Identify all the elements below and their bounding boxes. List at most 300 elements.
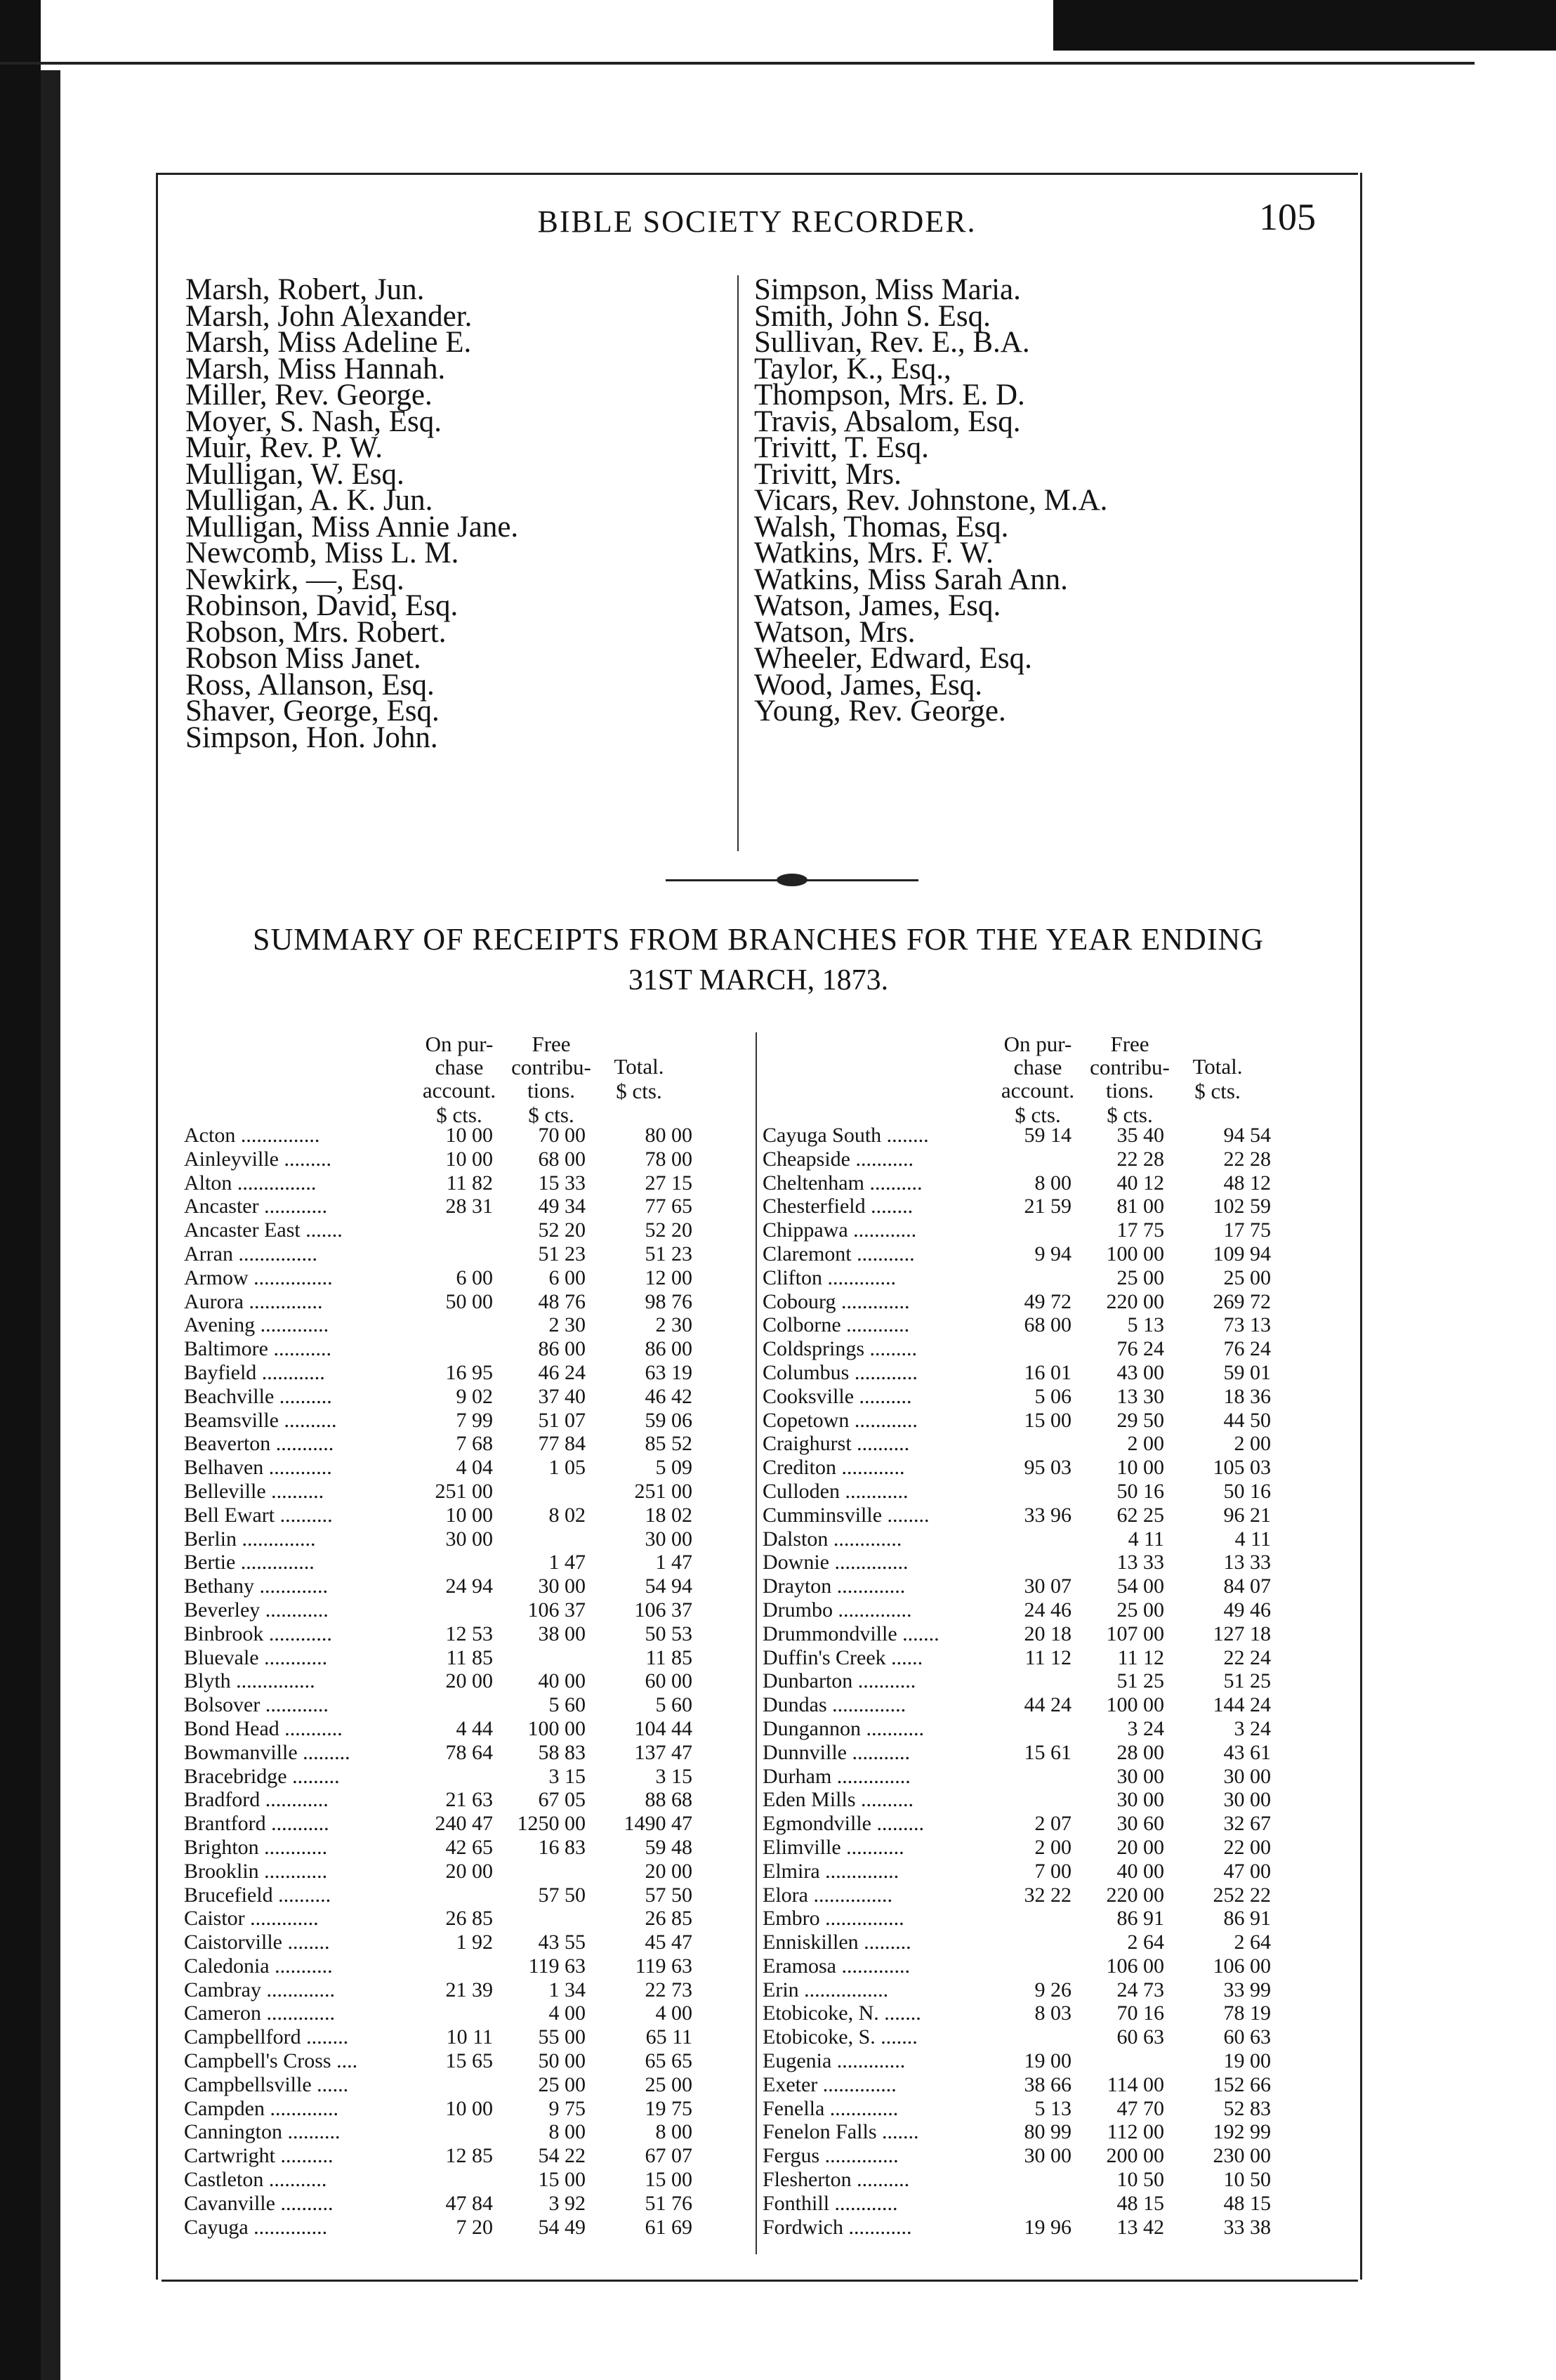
subscriber-name: Vicars, Rev. Johnstone, M.A. — [754, 484, 1108, 517]
total-amount: 1490 47 — [624, 1812, 692, 1836]
column-header-line: Total. — [614, 1054, 664, 1079]
purchase-amount: 8 03 — [1034, 2001, 1072, 2025]
total-amount: 96 21 — [1223, 1503, 1271, 1527]
branch-name: Cheltenham .......... — [763, 1171, 923, 1195]
total-amount: 67 07 — [645, 2144, 692, 2168]
table-row — [763, 1480, 1324, 1504]
table-row — [763, 1171, 1324, 1195]
free-amount: 37 40 — [538, 1384, 586, 1408]
free-amount: 16 83 — [538, 1835, 586, 1859]
total-amount: 18 02 — [645, 1503, 692, 1527]
free-amount: 58 83 — [538, 1740, 586, 1764]
free-amount: 25 00 — [1116, 1598, 1164, 1622]
branch-name: Eugenia ............. — [763, 2049, 906, 2073]
running-header — [156, 195, 1358, 244]
column-header-total — [1168, 1055, 1267, 1103]
subscriber-name: Wood, James, Esq. — [754, 668, 982, 702]
branch-name: Craighurst .......... — [763, 1432, 910, 1456]
branch-name: Bertie .............. — [184, 1551, 315, 1574]
column-header-line: account. — [422, 1078, 496, 1103]
branch-name: Campbell's Cross .... — [184, 2049, 358, 2073]
free-amount: 2 00 — [1127, 1432, 1164, 1456]
table-row — [184, 1693, 739, 1717]
purchase-amount: 20 00 — [445, 1859, 493, 1883]
free-amount: 54 49 — [538, 2215, 586, 2239]
table-row — [763, 2192, 1324, 2216]
purchase-amount: 10 11 — [446, 2025, 493, 2049]
branch-name: Fordwich ............ — [763, 2215, 912, 2239]
table-row — [763, 1717, 1324, 1741]
total-amount: 51 25 — [1223, 1669, 1271, 1693]
purchase-amount: 7 20 — [456, 2215, 493, 2239]
free-amount: 5 60 — [548, 1693, 586, 1717]
purchase-amount: 11 82 — [446, 1171, 493, 1195]
free-amount: 17 75 — [1116, 1218, 1164, 1242]
branch-name: Beaverton ........... — [184, 1432, 334, 1456]
branch-name: Columbus ............ — [763, 1360, 918, 1384]
free-amount: 11 12 — [1117, 1645, 1164, 1669]
free-amount: 200 00 — [1106, 2144, 1164, 2168]
purchase-amount: 6 00 — [456, 1265, 493, 1289]
purchase-amount: 9 26 — [1034, 1978, 1072, 2001]
column-header-line: Free — [532, 1032, 571, 1056]
free-amount: 2 30 — [548, 1313, 586, 1337]
subscriber-name: Watkins, Miss Sarah Ann. — [754, 563, 1068, 596]
subscriber-name: Sullivan, Rev. E., B.A. — [754, 326, 1030, 359]
branch-name: Caistor ............. — [184, 1907, 319, 1931]
purchase-amount: 5 13 — [1034, 2096, 1072, 2120]
purchase-amount: 26 85 — [445, 1907, 493, 1931]
summary-title: SUMMARY OF RECEIPTS FROM BRANCHES FOR THE YEAR ENDING — [252, 922, 1265, 956]
subscriber-name: Walsh, Thomas, Esq. — [754, 510, 1009, 544]
branch-name: Dalston ............. — [763, 1527, 902, 1551]
total-amount: 17 75 — [1223, 1218, 1271, 1242]
purchase-amount: 95 03 — [1024, 1456, 1072, 1480]
purchase-amount: 16 01 — [1024, 1360, 1072, 1384]
total-amount: 60 63 — [1223, 2025, 1271, 2049]
table-row — [184, 1504, 739, 1527]
total-amount: 10 50 — [1223, 2168, 1271, 2192]
table-row — [184, 1598, 739, 1622]
purchase-amount: 30 00 — [1024, 2144, 1072, 2168]
purchase-amount: 28 31 — [445, 1195, 493, 1218]
table-row — [763, 1313, 1324, 1337]
table-row — [184, 2216, 739, 2240]
table-row — [184, 1480, 739, 1504]
purchase-amount: 24 94 — [445, 1574, 493, 1598]
total-amount: 33 38 — [1223, 2215, 1271, 2239]
subscriber-name: Wheeler, Edward, Esq. — [754, 642, 1032, 675]
table-row — [763, 1788, 1324, 1812]
free-amount: 9 75 — [548, 2096, 586, 2120]
purchase-amount: 21 59 — [1024, 1195, 1072, 1218]
table-row — [184, 1954, 739, 1978]
total-amount: 57 50 — [645, 1883, 692, 1907]
purchase-amount: 240 47 — [435, 1812, 493, 1836]
subscriber-name: Marsh, Miss Hannah. — [185, 352, 446, 386]
free-amount: 55 00 — [538, 2025, 586, 2049]
branch-name: Binbrook ............ — [184, 1622, 332, 1645]
branch-name: Berlin .............. — [184, 1527, 316, 1551]
total-amount: 152 66 — [1213, 2072, 1271, 2096]
total-amount: 15 00 — [645, 2168, 692, 2192]
free-amount: 40 00 — [1116, 1859, 1164, 1883]
purchase-amount: 12 85 — [445, 2144, 493, 2168]
column-header-line: tions. — [527, 1078, 576, 1103]
table-row — [763, 1693, 1324, 1717]
purchase-amount: 15 00 — [1024, 1408, 1072, 1432]
free-amount: 25 00 — [538, 2072, 586, 2096]
table-row — [763, 2049, 1324, 2073]
table-row — [184, 1717, 739, 1741]
purchase-amount: 10 00 — [445, 1503, 493, 1527]
total-amount: 43 61 — [1223, 1740, 1271, 1764]
purchase-amount: 20 18 — [1024, 1622, 1072, 1645]
free-amount: 24 73 — [1116, 1978, 1164, 2001]
table-row — [184, 1883, 739, 1907]
free-amount: 5 13 — [1127, 1313, 1164, 1337]
column-header-line: Free — [1110, 1032, 1149, 1056]
table-row — [184, 2001, 739, 2025]
purchase-amount: 5 06 — [1034, 1384, 1072, 1408]
purchase-amount: 4 44 — [456, 1716, 493, 1740]
purchase-amount: 38 66 — [1024, 2072, 1072, 2096]
table-row — [184, 1242, 739, 1266]
table-row — [763, 1218, 1324, 1242]
purchase-amount: 59 14 — [1024, 1124, 1072, 1147]
free-amount: 15 33 — [538, 1171, 586, 1195]
total-amount: 26 85 — [645, 1907, 692, 1931]
table-row — [763, 1337, 1324, 1361]
branch-name: Elora ............... — [763, 1883, 892, 1907]
branch-name: Caledonia ........... — [184, 1954, 333, 1978]
branch-name: Bolsover ............ — [184, 1693, 329, 1717]
total-amount: 47 00 — [1223, 1859, 1271, 1883]
branch-name: Campbellford ........ — [184, 2025, 349, 2049]
purchase-amount: 78 64 — [445, 1740, 493, 1764]
column-header-line: chase — [1013, 1055, 1062, 1079]
free-amount: 25 00 — [1116, 1265, 1164, 1289]
branch-name: Brooklin ............ — [184, 1859, 328, 1883]
free-amount: 2 64 — [1127, 1931, 1164, 1954]
table-row — [184, 1574, 739, 1598]
free-amount: 67 05 — [538, 1788, 586, 1812]
purchase-amount: 30 07 — [1024, 1574, 1072, 1598]
table-row — [763, 2144, 1324, 2168]
total-amount: 44 50 — [1223, 1408, 1271, 1432]
subscriber-name: Miller, Rev. George. — [185, 379, 433, 412]
branch-name: Acton ............... — [184, 1124, 320, 1147]
free-amount: 1 47 — [548, 1551, 586, 1574]
free-amount: 15 00 — [538, 2168, 586, 2192]
branch-name: Ancaster East ....... — [184, 1218, 343, 1242]
free-amount: 220 00 — [1106, 1883, 1164, 1907]
purchase-amount: 33 96 — [1024, 1503, 1072, 1527]
free-amount: 57 50 — [538, 1883, 586, 1907]
subscriber-name: Mulligan, A. K. Jun. — [185, 484, 433, 517]
branch-name: Fenelon Falls ....... — [763, 2120, 919, 2144]
free-amount: 51 25 — [1116, 1669, 1164, 1693]
free-amount: 47 70 — [1116, 2096, 1164, 2120]
subscriber-name: Marsh, John Alexander. — [185, 299, 473, 333]
total-amount: 76 24 — [1223, 1337, 1271, 1361]
branch-name: Bond Head ........... — [184, 1716, 343, 1740]
total-amount: 4 11 — [1234, 1527, 1271, 1551]
branch-name: Drumbo .............. — [763, 1598, 912, 1622]
scan-edge-shadow — [41, 70, 60, 2380]
total-amount: 88 68 — [645, 1788, 692, 1812]
total-amount: 102 59 — [1213, 1195, 1271, 1218]
branch-name: Belleville .......... — [184, 1479, 324, 1503]
table-row — [763, 1646, 1324, 1670]
free-amount: 3 15 — [548, 1764, 586, 1788]
branch-name: Cannington .......... — [184, 2120, 341, 2144]
total-amount: 59 48 — [645, 1835, 692, 1859]
total-amount: 1 47 — [655, 1551, 692, 1574]
column-header-line: chase — [435, 1055, 484, 1079]
branch-name: Chesterfield ........ — [763, 1195, 914, 1218]
purchase-amount: 9 02 — [456, 1384, 493, 1408]
free-amount: 35 40 — [1116, 1124, 1164, 1147]
branch-name: Etobicoke, N. ....... — [763, 2001, 921, 2025]
free-amount: 76 24 — [1116, 1337, 1164, 1361]
free-amount: 100 00 — [1106, 1242, 1164, 1265]
table-row — [184, 1765, 739, 1789]
purchase-amount: 7 68 — [456, 1432, 493, 1456]
table-row — [184, 1218, 739, 1242]
free-amount: 48 15 — [1116, 2191, 1164, 2215]
branch-name: Claremont ........... — [763, 1242, 915, 1265]
branch-name: Dundas .............. — [763, 1693, 906, 1717]
table-row — [184, 2073, 739, 2097]
column-header-line: Total. — [1192, 1054, 1243, 1079]
total-amount: 25 00 — [645, 2072, 692, 2096]
branch-name: Brucefield .......... — [184, 1883, 331, 1907]
table-row — [763, 1504, 1324, 1527]
free-amount: 86 00 — [538, 1337, 586, 1361]
total-amount: 3 24 — [1234, 1716, 1271, 1740]
purchase-amount: 32 22 — [1024, 1883, 1072, 1907]
total-amount: 19 75 — [645, 2096, 692, 2120]
total-amount: 65 65 — [645, 2049, 692, 2073]
section-divider — [666, 879, 918, 881]
total-amount: 22 73 — [645, 1978, 692, 2001]
branch-name: Arran ............... — [184, 1242, 317, 1265]
branch-name: Cooksville .......... — [763, 1384, 912, 1408]
column-header-line: tions. — [1105, 1078, 1154, 1103]
table-row — [184, 1812, 739, 1836]
total-amount: 19 00 — [1223, 2049, 1271, 2073]
total-amount: 86 91 — [1223, 1907, 1271, 1931]
subscriber-name: Ross, Allanson, Esq. — [185, 668, 435, 702]
column-unit: $ cts. — [1015, 1103, 1061, 1127]
branch-name: Bethany ............. — [184, 1574, 328, 1598]
table-row — [184, 2097, 739, 2121]
branch-name: Castleton ........... — [184, 2168, 327, 2192]
total-amount: 106 37 — [634, 1598, 692, 1622]
subscriber-list-left — [185, 273, 519, 754]
total-amount: 59 06 — [645, 1408, 692, 1432]
branch-name: Fonthill ............ — [763, 2191, 898, 2215]
free-amount: 13 42 — [1116, 2215, 1164, 2239]
column-header-purchase — [410, 1032, 508, 1126]
branch-name: Avening ............. — [184, 1313, 329, 1337]
free-amount: 68 00 — [538, 1147, 586, 1171]
free-amount: 13 33 — [1116, 1551, 1164, 1574]
purchase-amount: 10 00 — [445, 2096, 493, 2120]
total-amount: 22 00 — [1223, 1835, 1271, 1859]
table-row — [763, 1574, 1324, 1598]
free-amount: 8 00 — [548, 2120, 586, 2144]
table-row — [184, 1527, 739, 1551]
column-header-line: contribu- — [1090, 1055, 1170, 1079]
total-amount: 30 00 — [1223, 1788, 1271, 1812]
free-amount: 70 16 — [1116, 2001, 1164, 2025]
total-amount: 50 53 — [645, 1622, 692, 1645]
purchase-amount: 15 61 — [1024, 1740, 1072, 1764]
column-header-total — [590, 1055, 688, 1103]
branch-name: Fergus .............. — [763, 2144, 899, 2168]
free-amount: 81 00 — [1116, 1195, 1164, 1218]
total-amount: 48 12 — [1223, 1171, 1271, 1195]
branch-name: Dunnville ........... — [763, 1740, 910, 1764]
branch-name: Beamsville .......... — [184, 1408, 337, 1432]
purchase-amount: 19 96 — [1024, 2215, 1072, 2239]
column-header-free — [1081, 1032, 1179, 1126]
total-amount: 63 19 — [645, 1360, 692, 1384]
free-amount: 114 00 — [1107, 2072, 1164, 2096]
branch-name: Bell Ewart .......... — [184, 1503, 333, 1527]
table-row — [184, 2025, 739, 2049]
free-amount: 10 50 — [1116, 2168, 1164, 2192]
page-frame-bottom — [161, 2280, 1358, 2282]
branch-name: Exeter .............. — [763, 2072, 897, 2096]
column-header-line: On pur- — [425, 1032, 494, 1056]
table-row — [184, 1551, 739, 1574]
subscriber-name: Marsh, Robert, Jun. — [185, 273, 425, 306]
total-amount: 46 42 — [645, 1384, 692, 1408]
total-amount: 45 47 — [645, 1931, 692, 1954]
summary-subtitle: 31ST MARCH, 1873. — [628, 964, 889, 997]
branch-name: Alton ............... — [184, 1171, 317, 1195]
scan-edge-left — [0, 0, 41, 2380]
branch-name: Bradford ............ — [184, 1788, 329, 1812]
free-amount: 46 24 — [538, 1360, 586, 1384]
total-amount: 48 15 — [1223, 2191, 1271, 2215]
subscriber-name: Thompson, Mrs. E. D. — [754, 379, 1025, 412]
purchase-amount: 20 00 — [445, 1669, 493, 1693]
table-row — [763, 1409, 1324, 1433]
table-row — [763, 1385, 1324, 1409]
branch-name: Brighton ............ — [184, 1835, 328, 1859]
free-amount: 38 00 — [538, 1622, 586, 1645]
purchase-amount: 80 99 — [1024, 2120, 1072, 2144]
purchase-amount: 1 92 — [456, 1931, 493, 1954]
column-header-free — [502, 1032, 600, 1126]
free-amount: 43 00 — [1116, 1360, 1164, 1384]
total-amount: 49 46 — [1223, 1598, 1271, 1622]
table-row — [184, 2192, 739, 2216]
purchase-amount: 30 00 — [445, 1527, 493, 1551]
total-amount: 18 36 — [1223, 1384, 1271, 1408]
table-row — [184, 1669, 739, 1693]
purchase-amount: 24 46 — [1024, 1598, 1072, 1622]
table-row — [184, 2144, 739, 2168]
free-amount: 100 00 — [527, 1716, 586, 1740]
total-amount: 192 99 — [1213, 2120, 1271, 2144]
purchase-amount: 12 53 — [445, 1622, 493, 1645]
free-amount: 13 30 — [1116, 1384, 1164, 1408]
purchase-amount: 16 95 — [445, 1360, 493, 1384]
purchase-amount: 49 72 — [1024, 1289, 1072, 1313]
free-amount: 28 00 — [1116, 1740, 1164, 1764]
table-row — [763, 1954, 1324, 1978]
column-unit: $ cts. — [436, 1103, 482, 1127]
table-row — [763, 1812, 1324, 1836]
table-row — [763, 2025, 1324, 2049]
free-amount: 52 20 — [538, 1218, 586, 1242]
free-amount: 112 00 — [1107, 2120, 1164, 2144]
free-amount: 1 05 — [548, 1456, 586, 1480]
purchase-amount: 47 84 — [445, 2191, 493, 2215]
free-amount: 220 00 — [1106, 1289, 1164, 1313]
total-amount: 65 11 — [645, 2025, 692, 2049]
branch-name: Chippawa ............ — [763, 1218, 917, 1242]
table-row — [763, 2001, 1324, 2025]
branch-name: Drayton ............. — [763, 1574, 906, 1598]
free-amount: 4 00 — [548, 2001, 586, 2025]
column-unit: $ cts. — [1194, 1079, 1241, 1103]
subscriber-name: Young, Rev. George. — [754, 695, 1006, 728]
total-amount: 59 01 — [1223, 1360, 1271, 1384]
free-amount: 51 23 — [538, 1242, 586, 1265]
total-amount: 78 19 — [1223, 2001, 1271, 2025]
total-amount: 13 33 — [1223, 1551, 1271, 1574]
total-amount: 8 00 — [655, 2120, 692, 2144]
branch-name: Cayuga South ........ — [763, 1124, 929, 1147]
subscriber-name: Simpson, Miss Maria. — [754, 273, 1021, 306]
purchase-amount: 44 24 — [1024, 1693, 1072, 1717]
total-amount: 2 30 — [655, 1313, 692, 1337]
table-row — [184, 1195, 739, 1218]
total-amount: 51 76 — [645, 2191, 692, 2215]
branch-name: Copetown ............ — [763, 1408, 918, 1432]
branch-name: Etobicoke, S. ....... — [763, 2025, 918, 2049]
free-amount: 22 28 — [1116, 1147, 1164, 1171]
branch-name: Bayfield ............ — [184, 1360, 325, 1384]
table-row — [763, 1290, 1324, 1314]
free-amount: 77 84 — [538, 1432, 586, 1456]
total-amount: 3 15 — [655, 1764, 692, 1788]
purchase-amount: 251 00 — [435, 1479, 493, 1503]
free-amount: 30 00 — [1116, 1764, 1164, 1788]
table-row — [763, 2097, 1324, 2121]
free-amount: 70 00 — [538, 1124, 586, 1147]
total-amount: 251 00 — [634, 1479, 692, 1503]
branch-name: Drummondville ....... — [763, 1622, 939, 1645]
free-amount: 51 07 — [538, 1408, 586, 1432]
table-row — [184, 1860, 739, 1883]
journal-title: BIBLE SOCIETY RECORDER. — [537, 204, 977, 239]
total-amount: 30 00 — [1223, 1764, 1271, 1788]
free-amount: 48 76 — [538, 1289, 586, 1313]
free-amount: 1 34 — [548, 1978, 586, 2001]
free-amount: 54 22 — [538, 2144, 586, 2168]
page-number: 105 — [1259, 196, 1316, 238]
total-amount: 84 07 — [1223, 1574, 1271, 1598]
table-row — [763, 2073, 1324, 2097]
total-amount: 5 60 — [655, 1693, 692, 1717]
